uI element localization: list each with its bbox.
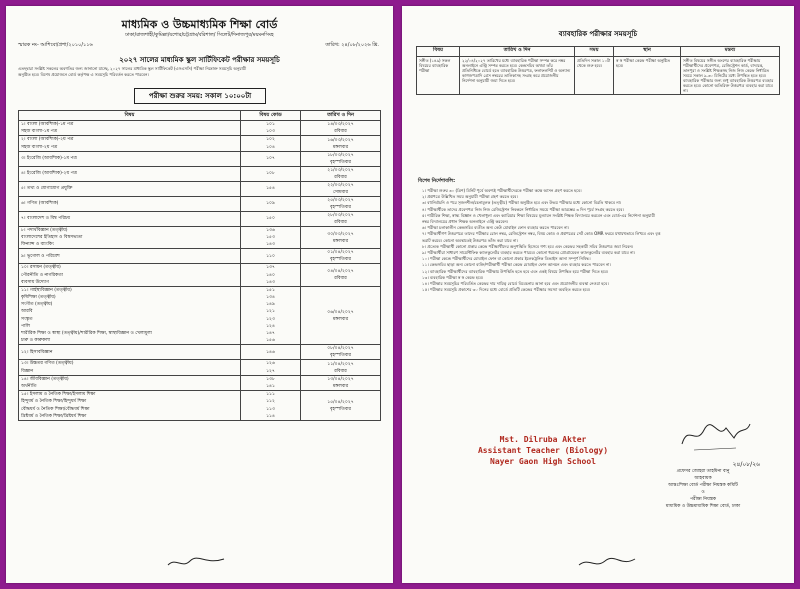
exam-day: রবিবার — [334, 276, 347, 282]
cell-codes — [241, 360, 301, 375]
exam-day: রবিবার — [334, 368, 347, 374]
cell-codes — [241, 211, 301, 226]
subject-name: বৌদ্ধধর্ম ও নৈতিক শিক্ষা/বৌদ্ধধর্ম শিক্ষা — [21, 406, 90, 412]
subject-code: ১৫১ — [266, 287, 275, 293]
signer-block — [628, 461, 778, 510]
instruction-item: ১১। কেন্দ্রসচিব ছাড়া অন্য কোনো ব্যক্তি/পরীক্ষার্থী পরীক্ষা কেন্দ্রে মোবাইল ফোন আনয়ন এবং ব্যবহার করতে পারবেন না। — [422, 262, 611, 268]
practical-schedule-title: ব্যাবহারিক পরীক্ষার সময়সূচি — [558, 30, 638, 38]
header-remark: মন্তব্য — [681, 47, 780, 57]
instruction-item: ১। পরীক্ষা শুরুর ৩০ (ত্রিশ) মিনিট পূর্বে অবশ্যই পরীক্ষার্থীদেরকে পরীক্ষা কক্ষে আসন গ্রহণ করতে হবে। — [422, 188, 582, 193]
cell-date-day — [301, 264, 381, 287]
header-date: তারিখ ও দিন — [460, 47, 575, 57]
stamp-line: Nayer Gaon High School — [490, 457, 596, 466]
cell-subjects — [19, 360, 241, 375]
left-document-page — [6, 6, 393, 583]
subject-code: ১২৭ — [266, 368, 275, 374]
cell-date-day — [301, 166, 381, 181]
table-row — [19, 136, 381, 151]
subject-name: ৩। ইংরেজি (আবশ্যিক)-১ম পত্র — [21, 156, 77, 162]
subject-name: ৮। পদার্থবিজ্ঞান (তত্ত্বীয়) — [21, 227, 68, 233]
cell-date-day — [301, 375, 381, 390]
exam-date: ০১/০৪/২০২৭ — [327, 250, 354, 256]
subject-name: ৯। ভূগোল ও পরিবেশ — [21, 253, 60, 259]
table-row — [19, 391, 381, 421]
subject-code: ১২৩ — [266, 316, 275, 322]
subject-name: হিন্দুধর্ম ও নৈতিক শিক্ষা/হিন্দুধর্ম শিক্ষা — [21, 399, 87, 405]
intro-line: এতদ্দ্বারা সংশ্লিষ্ট সকলের অবগতির জন্য জানানো যাচ্ছে, ২০২৭ সালের মাধ্যমিক স্কুল সার্টিফিকেট (এসএসসি) পরীক্ষা নিম্নোক্ত সময়সূচি অনুযায়ী — [18, 66, 247, 71]
exam-day: সোমবার — [333, 189, 348, 195]
cell-subjects — [19, 136, 241, 151]
controller-signature — [674, 416, 754, 456]
cell-codes — [241, 345, 301, 360]
exam-date: ১১/০৪/২০২৭ — [327, 361, 354, 367]
subject-name: পৌরনীতি ও নাগরিকতা — [21, 272, 63, 278]
cell-subjects — [19, 196, 241, 211]
header-venue: স্থান — [614, 47, 681, 57]
subject-code: ১৩৮ — [266, 376, 275, 382]
cell-subjects — [19, 391, 241, 421]
cell-codes — [241, 264, 301, 287]
instruction-item: ৫। শারীরিক শিক্ষা, স্বাস্থ্য বিজ্ঞান ও খেলাধুলা এবং ক্যারিয়ার শিক্ষা বিষয়ের মূল্যায়ন সংশ্লিষ্ট শিক্ষক বিদ্যালয়ে করবেন এবং বোর্ড-এর নির্দেশনা অনুযায়ী — [422, 212, 655, 218]
cell-subject: সঙ্গীত (১৪৯) সকল বিষয়ের ব্যাবহারিক পরীক্ষা — [417, 57, 460, 95]
instruction-item: ১৪। পরীক্ষার সময়সূচির পরিবর্তিত কেন্দ্রের দায় দায়িত্ব বোর্ডে বিবেচনায় আনা হবে এবং প্রয়োজনীয় ব্যবস্থা নেওয়া হবে। — [422, 281, 609, 287]
instructions-list — [422, 188, 780, 293]
cell-time: প্রতিদিন সকাল ১০টা থেকে শুরু হবে। — [575, 57, 614, 95]
table-row — [19, 181, 381, 196]
subject-code: ১৪১ — [266, 383, 275, 389]
exam-date: ১৪/০৩/২০২৭ — [327, 122, 354, 128]
instruction-item: ৮। প্রত্যেক পরীক্ষার্থী কোনো প্রকার কেন্দ্রে পরীক্ষার্থীদের অনুপস্থিতি হিসেবে গণ্য হবে এবং কেন্দ্রের সহকারী সচিব উত্তরপত্র জমা নিবেন। — [422, 243, 634, 249]
stamp-line: Mst. Dilruba Akter — [499, 435, 587, 444]
exam-date: ০৮/০৪/২০২৭ — [327, 346, 354, 352]
subject-name: ৫। তথ্য ও যোগাযোগ প্রযুক্তি — [21, 186, 73, 192]
table-row — [19, 151, 381, 166]
instruction-item: ৭। পরীক্ষার্থীগণ উত্তরপত্রে তাদের পরীক্ষার রোল নম্বর, রেজিস্ট্রেশন নম্বর, বিষয় কোড ও প্রশ্নপত্রের সেট কোড OMR ফরমে যথাযথভাবে লিখবে এবং বৃত্ত — [422, 231, 661, 237]
cell-subjects — [19, 166, 241, 181]
exam-day: মঙ্গলবার — [332, 238, 349, 244]
subject-name: কৃষিশিক্ষা (তত্ত্বীয়) — [21, 295, 56, 301]
subject-name: খ্রিষ্টধর্ম ও নৈতিক শিক্ষা/খ্রিষ্টধর্ম শিক্ষা — [21, 413, 87, 419]
subject-code: ১৫৬ — [266, 338, 275, 344]
memo-number: স্মারক নং- আশিবো/প্রশা/২০১০/১১৬ — [18, 42, 93, 48]
exam-day: বৃহস্পতিবার — [330, 353, 351, 359]
exam-date: ১৩/০৪/২০২৭ — [327, 376, 354, 382]
instruction-item: ৪। পরীক্ষার্থীকে তাদের প্রবেশপত্র নিজ নিজ রেজিস্ট্রেশন নিবন্ধনে নির্ধারিত সময়ে পরীক্ষা আরম্ভের ৩ দিন পূর্বে সংগ্রহ করতে হবে। — [422, 206, 624, 212]
cell-date-day — [301, 345, 381, 360]
signer-line: পরীক্ষা নিয়ন্ত্রক — [689, 497, 717, 502]
signer-line: মাধ্যমিক ও উচ্চমাধ্যমিক শিক্ষা বোর্ড, ঢাকা — [665, 504, 741, 509]
header-date: তারিখ ও দিন — [301, 111, 381, 121]
notice-subject: ২০২৭ সালের মাধ্যমিক স্কুল সার্টিফিকেট পরীক্ষার সময়সূচি — [119, 56, 280, 64]
board-title: মাধ্যমিক ও উচ্চমাধ্যমিক শিক্ষা বোর্ড — [121, 18, 278, 31]
subject-code: ১১৪ — [266, 413, 275, 419]
subject-code: ১৫৩ — [266, 234, 275, 240]
cell-codes — [241, 151, 301, 166]
subject-name: বিজ্ঞান — [21, 368, 34, 374]
table-row — [19, 121, 381, 136]
instruction-item: ১২। ব্যাবহারিক পরীক্ষার্থীদের ব্যাবহারিক পরীক্ষায় উপস্থিতি হতে হবে এবং একই বিষয়ে উপস্থিত হয়ে পরীক্ষা দিতে হবে। — [422, 268, 609, 274]
subject-name: ১৩। উচ্চতর গণিত (তত্ত্বীয়) — [21, 361, 74, 367]
cell-codes — [241, 121, 301, 136]
exam-date: ০৪/০৪/২০২৭ — [327, 269, 354, 275]
cell-date-day — [301, 249, 381, 264]
subject-name: ১১। গার্হস্থ্যবিজ্ঞান (তত্ত্বীয়) — [21, 287, 72, 293]
cell-date: ২২/০৪/২০২৭ তারিখের মধ্যে ব্যাবহারিক পরীক্ষা সম্পন্ন করে নম্বর অনলাইনে এন্ট্রি সম্পন্ন করতে হবে। কেন্দ্রসচিব অথবা তাঁর প্রতিনিধিকে বোর্ডে হতে ব্যাবহারিক উত্তরপত্র, ফলাফলশিট ও অন্যান্য কাগজপত্রাদি গ্রেস নম্বরের তালিকাসহ সংগ্রহ করে প্রয়োজনীয় নির্দেশনা অনুযায়ী জমা দিতে হবে। — [460, 57, 575, 95]
subject-code: ১৪৩ — [266, 242, 275, 248]
subject-code: ১৪০ — [266, 272, 275, 278]
subject-code: ১১৩ — [266, 406, 275, 412]
cell-subjects — [19, 249, 241, 264]
cell-codes — [241, 166, 301, 181]
instruction-item: ১৫। পরীক্ষার সময়সূচি প্রকাশের ৩০ দিনের মধ্যে বোর্ডে প্রতিটি কেন্দ্রের পরীক্ষার সমস্যা অবহিত করতে হবে। — [422, 287, 591, 293]
subject-name: ফিন্যান্স ও ব্যাংকিং — [21, 242, 55, 248]
instruction-item: ১৩। ব্যবহারিক পরীক্ষা স্ব স্ব কেন্দ্রে হবে। — [422, 274, 484, 280]
exam-date: ২৫/০৩/২০২৭ — [327, 197, 354, 203]
signature-scribble — [166, 555, 226, 569]
subject-code: ১৫৪ — [266, 186, 275, 192]
subject-name: ৪। ইংরেজি (আবশ্যিক)-২য় পত্র — [21, 171, 77, 177]
subject-name: ১। বাংলা (আবশ্যিক)-১ম পত্র — [21, 122, 74, 127]
cell-subjects — [19, 345, 241, 360]
instructions-title: বিশেষ নির্দেশাবলি: — [418, 178, 456, 184]
exam-date: ১৮/০৩/২০২৭ — [327, 152, 354, 158]
exam-day: বৃহস্পতিবার — [330, 406, 351, 412]
table-row — [19, 249, 381, 264]
table-row — [19, 226, 381, 249]
intro-line: অনুষ্ঠিত হবে। বিশেষ প্রয়োজনে বোর্ড কর্তৃপক্ষ এ সময়সূচি পরিবর্তন করতে পারবেন। — [18, 72, 149, 77]
cell-subjects — [19, 264, 241, 287]
subject-name: অর্থনীতি — [21, 383, 37, 389]
cell-subjects — [19, 286, 241, 345]
subject-code: ১৩৪ — [266, 295, 275, 301]
cell-subjects — [19, 121, 241, 136]
cell-date-day — [301, 391, 381, 421]
cell-subjects — [19, 181, 241, 196]
right-document-page — [402, 6, 794, 583]
signer-line: ও — [701, 490, 705, 495]
exam-day: রবিবার — [334, 219, 347, 225]
exam-day: রবিবার — [334, 174, 347, 180]
subject-name: আরবি — [21, 309, 33, 315]
cell-date-day — [301, 286, 381, 345]
cell-date-day — [301, 196, 381, 211]
stamp-line: Assistant Teacher (Biology) — [477, 446, 609, 455]
cell-codes — [241, 181, 301, 196]
subject-name: পালি — [21, 323, 30, 329]
instruction-item: নম্বর বিদ্যালয়ের প্রধান শিক্ষক অনলাইনে এন্ট্রি করবেন। — [422, 219, 509, 225]
signature-scribble — [577, 555, 637, 569]
intro-paragraph — [18, 66, 381, 78]
subject-code: ১০১ — [266, 122, 275, 127]
exam-day: বৃহস্পতিবার — [330, 257, 351, 263]
subject-code: ১২১ — [266, 309, 275, 315]
subject-code: ১০৯ — [266, 201, 275, 207]
subject-name: ৭। বাংলাদেশ ও বিশ্ব পরিচয় — [21, 216, 71, 222]
cell-subjects — [19, 151, 241, 166]
instruction-item: ৬। পরীক্ষা চলাকালীন কেন্দ্রসচিব ব্যতীত অন্য কেউ মোবাইল ফোন ব্যবহার করতে পারবেন না। — [422, 225, 569, 231]
subject-name: বাংলাদেশের ইতিহাস ও বিশ্বসভ্যতা — [21, 234, 83, 240]
issue-date: তারিখ: ২৪/০৮/২০২৬ খ্রি. — [325, 42, 379, 48]
exam-date: ১৫/০৪/২০২৭ — [327, 399, 354, 405]
exam-day: বৃহস্পতিবার — [330, 204, 351, 210]
cell-date-day — [301, 211, 381, 226]
exam-routine-table — [18, 110, 381, 421]
subject-code: ১১১ — [266, 392, 275, 398]
cell-codes — [241, 286, 301, 345]
table-row — [19, 211, 381, 226]
table-header-row — [417, 47, 780, 57]
subject-name: ১০। রসায়ন (তত্ত্বীয়) — [21, 265, 61, 271]
subject-code: ১৪৭ — [266, 331, 275, 336]
header-code: বিষয় কোড — [241, 111, 301, 121]
subject-code: ১০৮ — [266, 171, 275, 177]
subject-code: ১১২ — [266, 399, 275, 405]
cell-subjects — [19, 375, 241, 390]
instruction-item: ৯। পরীক্ষার্থীরা সাধারণ সায়েন্টিফিক ক্যালকুলেটর ব্যবহার করতে পারবে। কোনো ধরনের প্রোগ্রামেবল ক্যালকুলেটর ব্যবহার করা যাবে না। — [422, 250, 635, 256]
cell-codes — [241, 375, 301, 390]
subject-name: চারু ও কারুকলা — [21, 338, 51, 344]
cell-codes — [241, 196, 301, 211]
subject-name: সহজ বাংলা-১ম পত্র — [21, 129, 58, 135]
header-subject: বিষয় — [19, 111, 241, 121]
table-row — [19, 360, 381, 375]
practical-schedule-table — [416, 46, 780, 95]
exam-time-box: পরীক্ষা শুরুর সময়: সকাল ১০:০০টা — [134, 88, 266, 104]
instruction-item: ১০। পরীক্ষা কেন্দ্রে পরীক্ষার্থীদের মোবাইল ফোন বা কোনো প্রকার ইলেকট্রনিক ডিভাইস আনা সম্পূর্ণ নিষিদ্ধ। — [422, 256, 591, 262]
cell-venue: স্ব স্ব পরীক্ষা কেন্দ্রে পরীক্ষা অনুষ্ঠিত হবে। — [614, 57, 681, 95]
instruction-item: ২। প্রশ্নপত্রে উল্লিখিত সময় অনুযায়ী পরীক্ষা গ্রহণ করতে হবে। — [422, 194, 518, 200]
header-time: সময় — [575, 47, 614, 57]
subject-code: ১০৩ — [266, 129, 275, 135]
subject-code: ১৪৬ — [266, 349, 275, 355]
cell-codes — [241, 249, 301, 264]
subject-code: ১৩৭ — [266, 265, 275, 271]
exam-day: মঙ্গলবার — [332, 144, 349, 150]
cell-subjects — [19, 226, 241, 249]
exam-day: রবিবার — [334, 129, 347, 135]
cell-date-day — [301, 151, 381, 166]
cell-date-day — [301, 121, 381, 136]
signer-name: প্রফেসর জোহরা তাহমিনা বানু — [676, 469, 730, 474]
subject-name: ৬। গণিত (আবশ্যিক) — [21, 201, 59, 207]
subject-code: ১০৪ — [266, 144, 275, 150]
subject-name: ১৪। জীববিজ্ঞান (তত্ত্বীয়) — [21, 376, 69, 382]
subject-name: সংস্কৃত — [21, 316, 33, 322]
subject-code: ১৪৩ — [266, 279, 275, 285]
subject-name: ব্যবসায় উদ্যোগ — [21, 279, 49, 285]
exam-day: মঙ্গলবার — [332, 383, 349, 389]
table-header-row — [19, 111, 381, 121]
cell-codes — [241, 226, 301, 249]
exam-day: বৃহস্পতিবার — [330, 159, 351, 165]
cell-codes — [241, 391, 301, 421]
table-row — [19, 286, 381, 345]
teacher-stamp — [468, 434, 618, 467]
table-row — [19, 345, 381, 360]
subject-code: ১২৪ — [266, 323, 275, 329]
table-row — [19, 264, 381, 287]
subject-code: ১১০ — [266, 253, 275, 259]
exam-date: ০৬/০৪/২০২৭ — [327, 309, 354, 315]
subject-name: ১৫। ইসলাম ও নৈতিক শিক্ষা/ইসলাম শিক্ষা — [21, 392, 96, 398]
cell-date-day — [301, 181, 381, 196]
subject-code: ১২৬ — [266, 361, 275, 367]
cell-codes — [241, 136, 301, 151]
exam-date: ১৬/০৩/২০২৭ — [327, 137, 354, 143]
subject-name: ২। বাংলা (আবশ্যিক)-২য় পত্র — [21, 137, 74, 143]
subject-name: ১২। হিসাববিজ্ঞান — [21, 349, 53, 355]
signature-date: ২৪/০৮/২৬ — [732, 461, 760, 468]
cell-subjects — [19, 211, 241, 226]
subject-code: ১৩৬ — [266, 227, 275, 233]
instruction-item: ৩। বহুনির্বাচনি ও পরে সৃজনশীল/রচনামূলক (তত্ত্বীয়) পরীক্ষা অনুষ্ঠিত হবে এবং উভয় পরীক্ষার মধ্যে কোনো বিরতি থাকবে না। — [422, 200, 622, 206]
subject-name: সহজ বাংলা-২য় পত্র — [21, 144, 58, 150]
cell-date-day — [301, 360, 381, 375]
cell-date-day — [301, 136, 381, 151]
table-row — [19, 375, 381, 390]
header-subject: বিষয় — [417, 47, 460, 57]
cell-date-day — [301, 226, 381, 249]
exam-date: ২৮/০৩/২০২৭ — [327, 212, 354, 218]
signer-convener: আহবায়ক — [694, 476, 712, 481]
table-row — [19, 166, 381, 181]
exam-date: ২২/০৩/২০২৭ — [327, 182, 354, 188]
table-row — [417, 57, 780, 95]
exam-date: ২১/০৩/২০২৭ — [327, 167, 354, 173]
cell-remark: সঙ্গীত বিষয়ের সঙ্গীত অংশের ব্যাবহারিক পরীক্ষায় পরীক্ষার্থীদের প্রবেশপত্র, রেজিস্ট্রেশন কার্ড, বাদ্যযন্ত্র, তানপুরা ও সংশ্লিষ্ট শিক্ষকসহ নিজ নিজ কেন্দ্রে নির্ধারিত সময়ে সকাল ৯.৩০ মিনিটের মধ্যে উপস্থিত হতে হবে। ব্যাবহারিক পরীক্ষার জন্য শুধু ব্যাবহারিক উত্তরপত্র ব্যবহার করতে হবে। কোনো অতিরিক্ত উত্তরপত্র ব্যবহার করা যাবে না। — [681, 57, 780, 95]
board-address: ঢাকা/রাজশাহী/কুমিল্লা/যশোর/চট্টগ্রাম/বরিশাল/ সিলেট/দিনাজপুর/ময়মনসিংহ — [125, 32, 274, 38]
subject-code: ১৫০ — [266, 216, 275, 222]
subject-name: সংগীত (তত্ত্বীয়) — [21, 302, 53, 308]
exam-day: মঙ্গলবার — [332, 316, 349, 322]
subject-code: ১০২ — [266, 137, 275, 143]
exam-date: ৩০/০৩/২০২৭ — [327, 231, 354, 237]
table-row — [19, 196, 381, 211]
subject-name: শারীরিক শিক্ষা ও স্বাস্থ্য (তত্ত্বীয়)/শারীরিক শিক্ষা, স্বাস্থ্যবিজ্ঞান ও খেলাধুলা — [21, 331, 152, 336]
instruction-item: ভরাট করবে। কোনো অবস্থাতেই উত্তরপত্র ভাঁজ করা যাবে না। — [422, 237, 518, 243]
signer-line: আন্তঃশিক্ষা বোর্ড পরীক্ষা নিয়ন্ত্রক কমিটি — [668, 483, 738, 488]
subject-code: ১০৭ — [266, 156, 275, 162]
subject-code: ১৪৯ — [266, 302, 275, 308]
